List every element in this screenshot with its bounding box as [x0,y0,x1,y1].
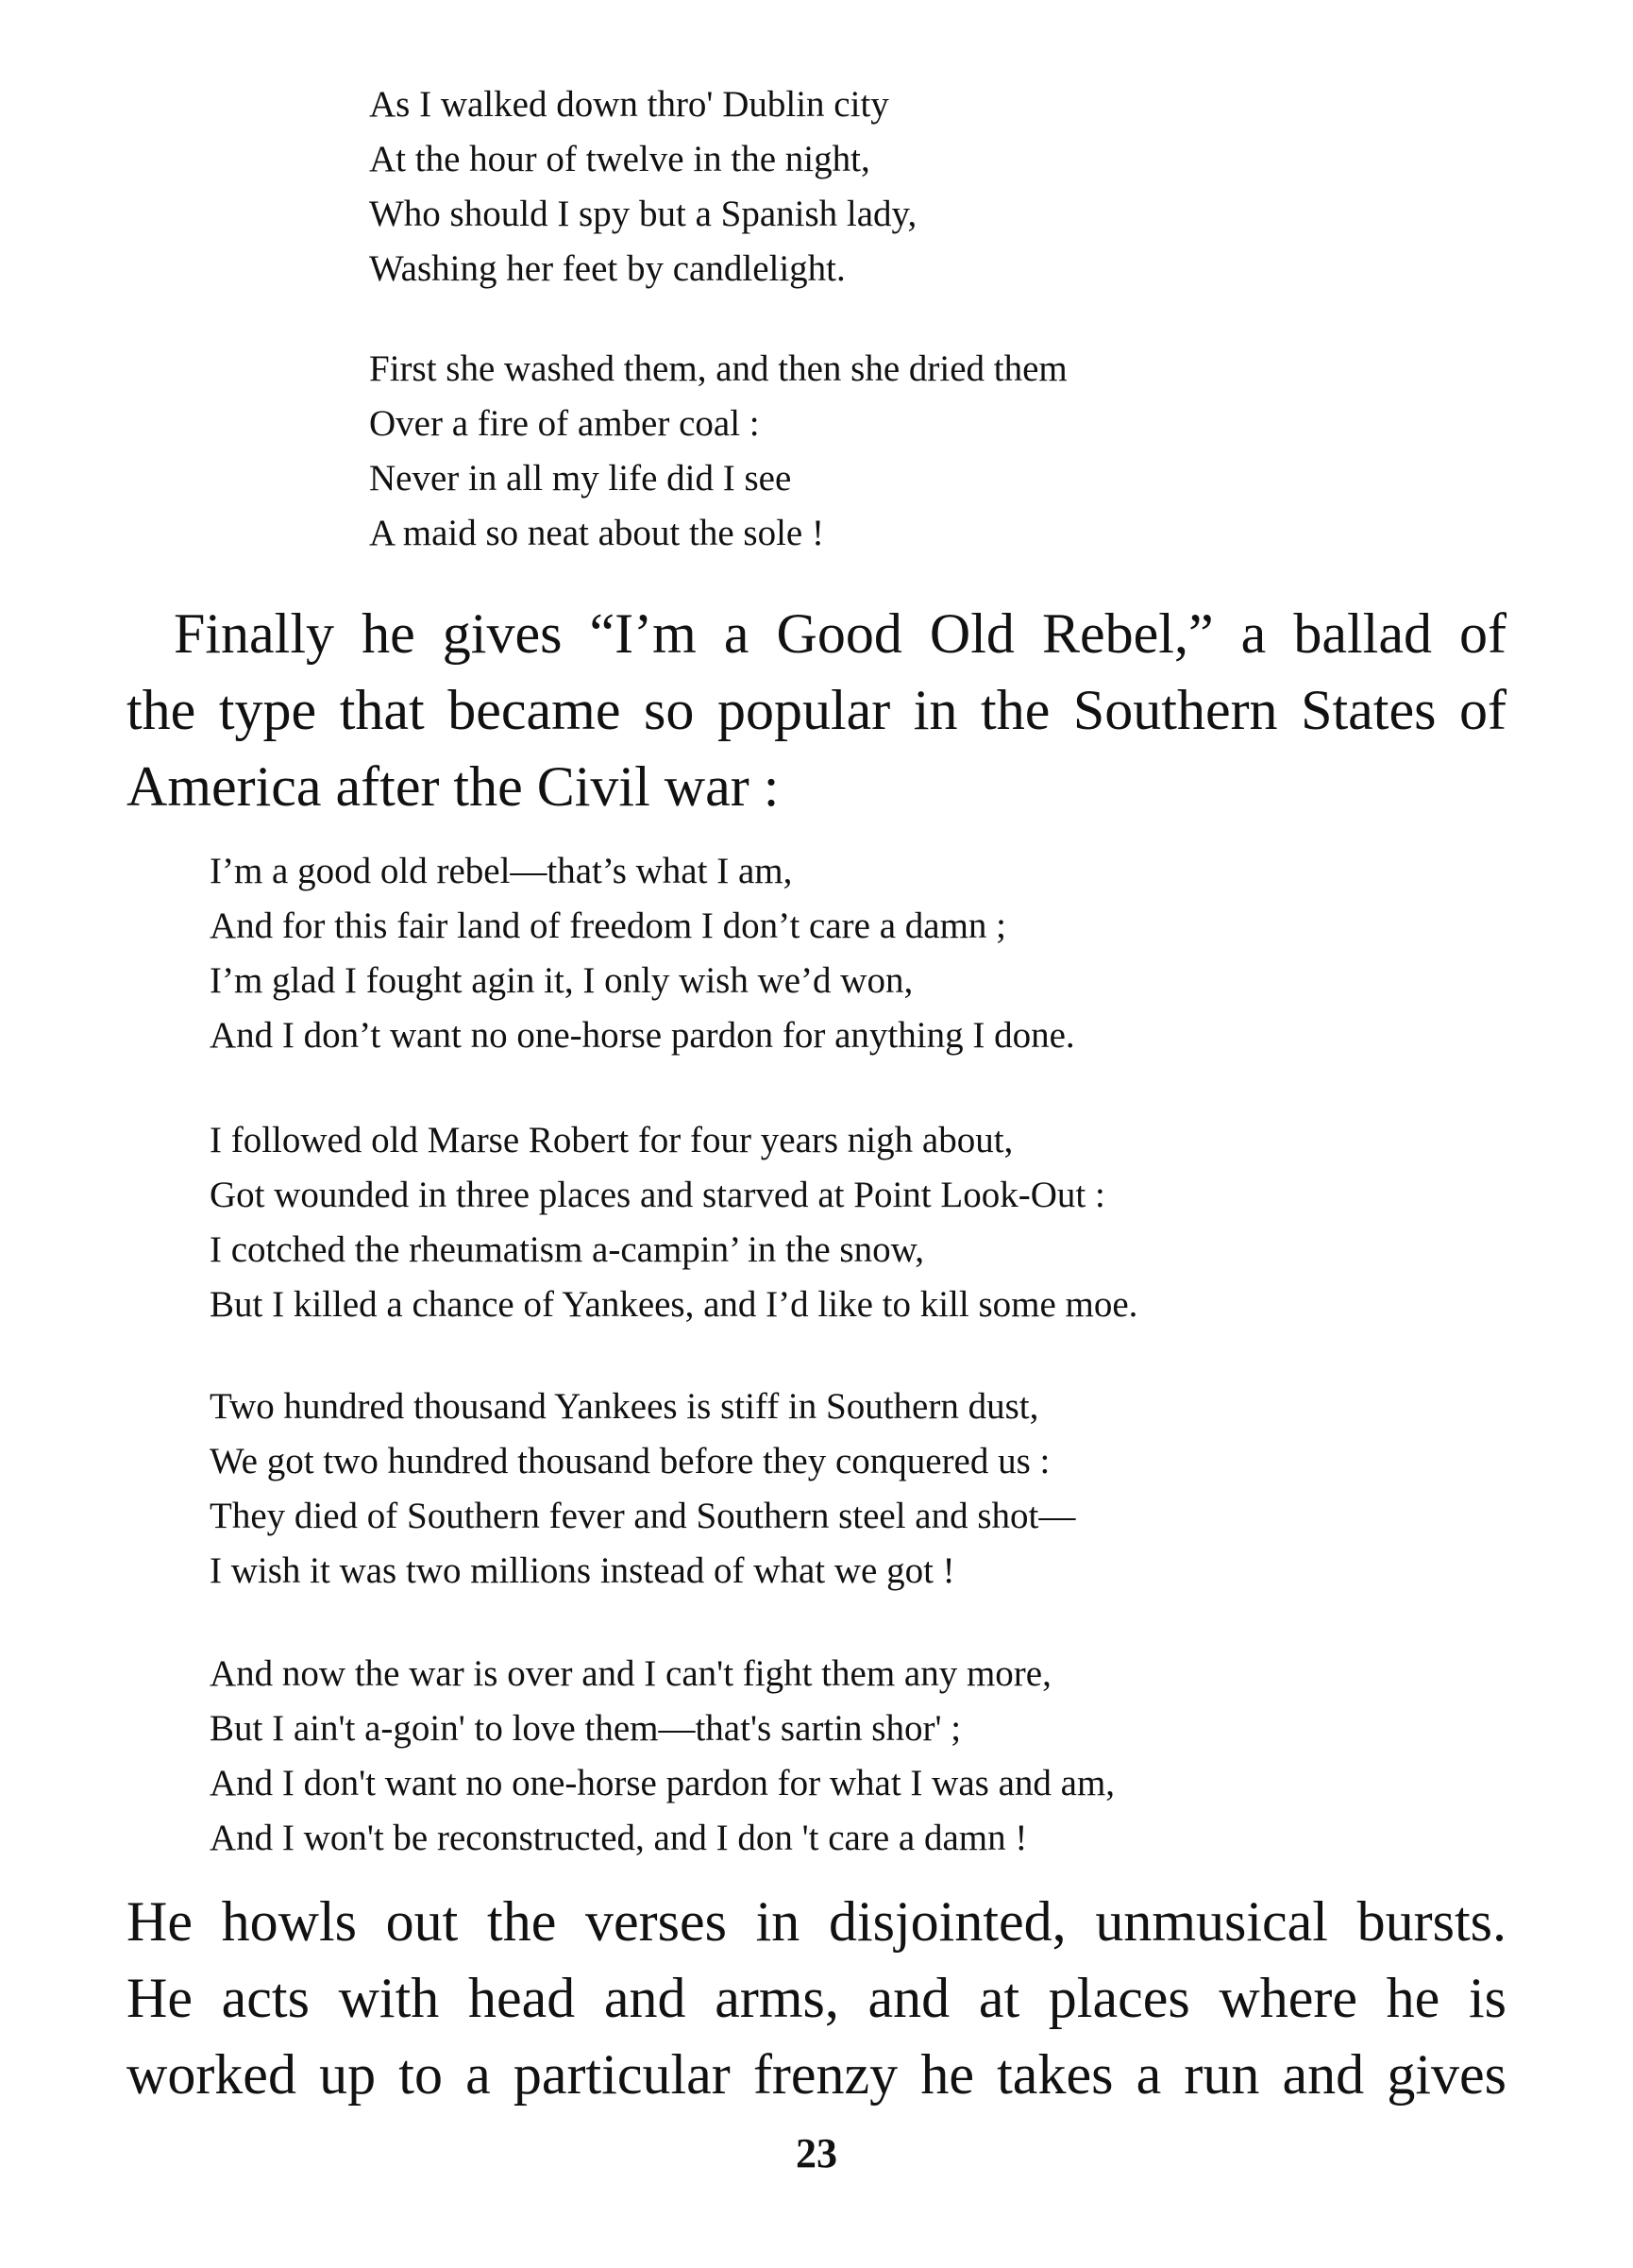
prose-line: He acts with head and arms, and at places where he is [126,1967,1507,2029]
verse-line: Washing her feet by candlelight. [369,248,846,289]
ballad-line: We got two hundred thousand before they conquered us : [210,1441,1051,1481]
verse-line: A maid so neat about the sole ! [369,513,824,553]
ballad-line: And I won't be reconstructed, and I don 't care a damn ! [210,1818,1028,1858]
ballad-line: I cotched the rheumatism a-campin’ in the snow, [210,1229,924,1270]
ballad-line: They died of Southern fever and Southern steel and shot— [210,1496,1076,1536]
ballad-line: Got wounded in three places and starved at Point Look-Out : [210,1175,1105,1215]
ballad-line: I wish it was two millions instead of what we got ! [210,1550,955,1591]
prose-paragraph-1 [126,596,1507,825]
verse-line: Who should I spy but a Spanish lady, [369,194,918,234]
ballad-line: And I don’t want no one-horse pardon for anything I done. [210,1015,1075,1056]
ballad-line: I’m glad I fought agin it, I only wish we’d won, [210,960,914,1001]
verse-line: Over a fire of amber coal : [369,403,760,444]
page-number: 23 [796,2130,837,2176]
ballad-stanza-4 [210,1647,1115,1866]
ballad-line: But I ain't a-goin' to love them—that's sartin shor' ; [210,1708,962,1749]
verse-line: Never in all my life did I see [369,458,792,499]
verse-stanza-2 [369,342,1068,561]
ballad-stanza-3 [210,1379,1075,1599]
ballad-line: I’m a good old rebel—that’s what I am, [210,851,793,891]
verse-stanza-1 [369,77,917,296]
verse-line: As I walked down thro' Dublin city [369,84,889,125]
prose-line: America after the Civil war : [126,755,780,818]
ballad-line: I followed old Marse Robert for four years nigh about, [210,1120,1014,1160]
ballad-line: And I don't want no one-horse pardon for what I was and am, [210,1763,1116,1803]
ballad-line: And now the war is over and I can't fight them any more, [210,1653,1052,1694]
prose-line: He howls out the verses in disjointed, unmusical bursts. [126,1890,1507,1953]
prose-line: worked up to a particular frenzy he takes a run and gives [126,2043,1507,2106]
ballad-line: Two hundred thousand Yankees is stiff in Southern dust, [210,1386,1039,1427]
ballad-stanza-1 [210,844,1075,1063]
ballad-line: But I killed a chance of Yankees, and I’d like to kill some moe. [210,1284,1138,1325]
prose-paragraph-2 [126,1884,1507,2113]
ballad-line: And for this fair land of freedom I don’t care a damn ; [210,906,1006,946]
prose-line: the type that became so popular in the Southern States of [126,679,1507,741]
verse-line: First she washed them, and then she dried them [369,348,1068,389]
prose-line: Finally he gives “I’m a Good Old Rebel,” a ballad of [174,602,1507,665]
verse-line: At the hour of twelve in the night, [369,139,870,179]
ballad-stanza-2 [210,1113,1137,1332]
